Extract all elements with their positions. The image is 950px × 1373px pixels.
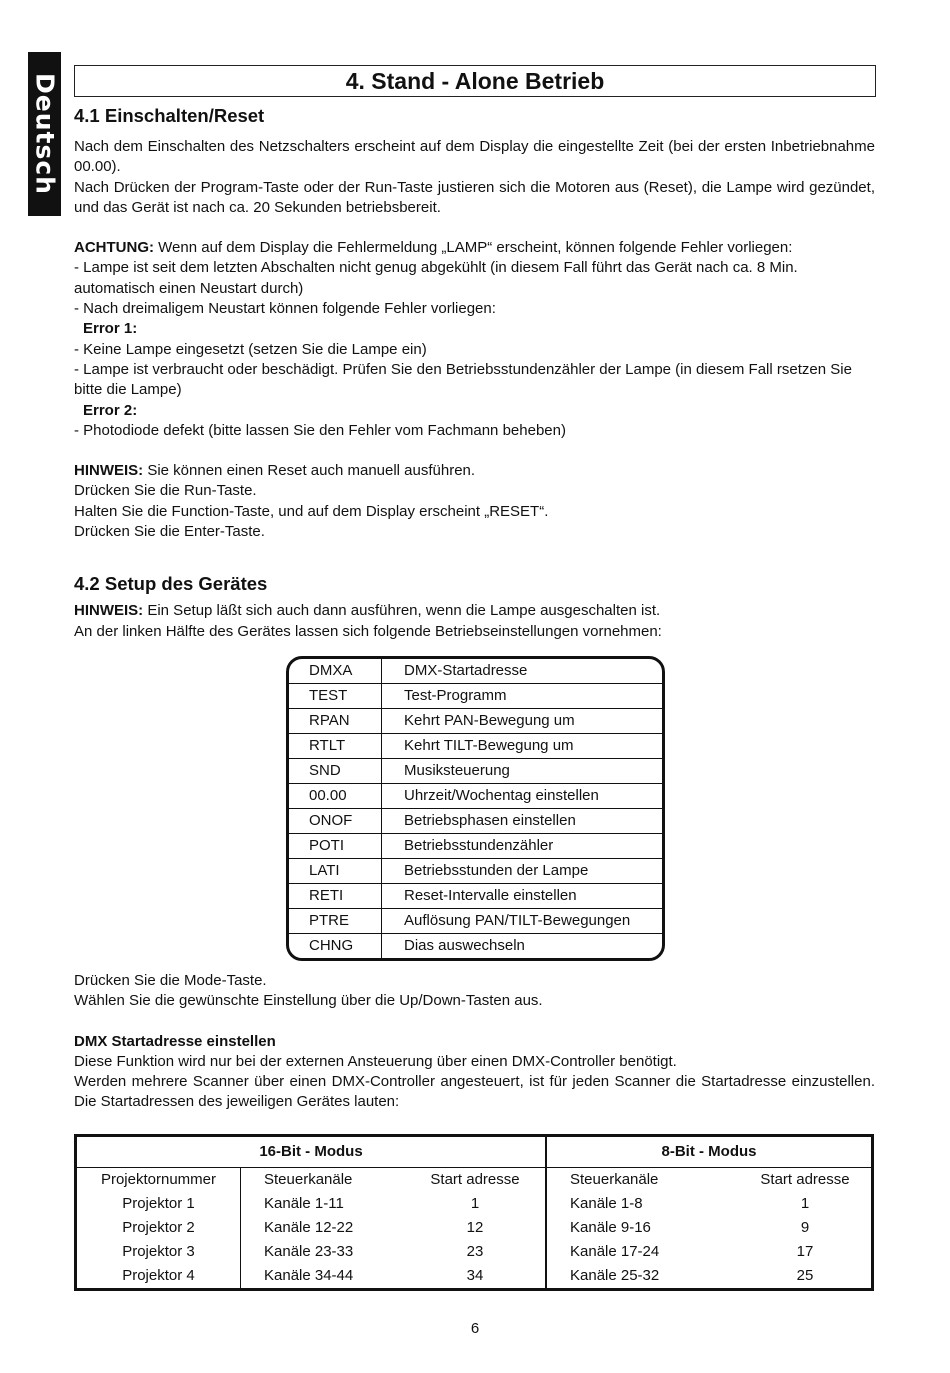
paragraph: Diese Funktion wird nur bei der externen Ansteuerung über einen DMX-Controller benötigt.	[74, 1052, 677, 1070]
page-title: 4. Stand - Alone Betrieb	[74, 65, 876, 97]
setup-code: ONOF	[289, 808, 382, 833]
instruction-line: Drücken Sie die Mode-Taste.	[74, 971, 267, 989]
column-header: Projektornummer	[100, 1170, 217, 1188]
table-cell: 34	[466, 1266, 484, 1284]
note-text: Ein Setup läßt sich auch dann ausführen, wenn die Lampe ausgeschalten ist.	[143, 602, 661, 620]
instruction-line: Halten Sie die Function-Taste, und auf dem Display erscheint „RESET“.	[74, 502, 549, 520]
table-row	[76, 1216, 873, 1240]
language-tab-label: Deutsch	[30, 73, 59, 195]
table-row	[289, 933, 662, 958]
table-row	[289, 659, 662, 683]
setup-menu-table-wrapper	[286, 656, 665, 961]
table-row	[289, 908, 662, 933]
table-cell: Projektor 1	[122, 1194, 195, 1212]
mode-16bit-header: 16-Bit - Modus	[76, 1135, 547, 1167]
list-item: - Nach dreimaligem Neustart können folgende Fehler vorliegen:	[74, 300, 496, 318]
instruction-line: Wählen Sie die gewünschte Einstellung über die Up/Down-Tasten aus.	[74, 992, 543, 1010]
table-cell: Kanäle 17-24	[546, 1240, 739, 1264]
dmx-address-table	[74, 1134, 874, 1291]
setup-code: PTRE	[289, 908, 382, 933]
setup-code: 00.00	[289, 783, 382, 808]
table-cell: 12	[466, 1218, 484, 1236]
setup-description: Kehrt TILT-Bewegung um	[382, 733, 662, 758]
warning-paragraph	[74, 238, 875, 258]
table-row	[76, 1240, 873, 1264]
column-header: Steuerkanäle	[546, 1167, 739, 1192]
setup-description: Test-Programm	[382, 683, 662, 708]
column-header: Steuerkanäle	[241, 1167, 406, 1192]
paragraph: An der linken Hälfte des Gerätes lassen sich folgende Betriebseinstellungen vornehmen:	[74, 622, 662, 640]
table-cell: Projektor 2	[122, 1218, 195, 1236]
setup-description: Betriebsstunden der Lampe	[382, 858, 662, 883]
setup-code: RPAN	[289, 708, 382, 733]
note-paragraph	[74, 461, 875, 481]
table-row	[289, 783, 662, 808]
table-cell: 9	[800, 1218, 810, 1236]
mode-8bit-header: 8-Bit - Modus	[546, 1135, 873, 1167]
main-content	[74, 104, 875, 1291]
setup-description: Musiksteuerung	[382, 758, 662, 783]
setup-code: RTLT	[289, 733, 382, 758]
table-cell: Kanäle 23-33	[241, 1240, 406, 1264]
table-cell: Kanäle 9-16	[546, 1216, 739, 1240]
table-column-header-row	[76, 1167, 873, 1192]
list-item: - Photodiode defekt (bitte lassen Sie den Fehler vom Fachmann beheben)	[74, 421, 566, 439]
setup-code: POTI	[289, 833, 382, 858]
instruction-line: Drücken Sie die Run-Taste.	[74, 482, 257, 500]
setup-code: DMXA	[289, 659, 382, 683]
table-cell: Kanäle 1-8	[546, 1192, 739, 1216]
table-row	[289, 733, 662, 758]
setup-description: Auflösung PAN/TILT-Bewegungen	[382, 908, 662, 933]
table-row	[289, 858, 662, 883]
setup-code: SND	[289, 758, 382, 783]
note-text: Sie können einen Reset auch manuell ausführen.	[143, 462, 476, 480]
section-4-1-heading: 4.1 Einschalten/Reset	[74, 105, 265, 126]
page-number: 6	[470, 1320, 480, 1337]
table-row	[289, 683, 662, 708]
table-cell: 1	[800, 1194, 810, 1212]
table-row	[289, 708, 662, 733]
note-paragraph	[74, 601, 875, 621]
table-row	[76, 1192, 873, 1216]
setup-description: Reset-Intervalle einstellen	[382, 883, 662, 908]
setup-code: LATI	[289, 858, 382, 883]
setup-code: TEST	[289, 683, 382, 708]
setup-description: Dias auswechseln	[382, 933, 662, 958]
table-cell: 1	[470, 1194, 480, 1212]
setup-description: Betriebsstundenzähler	[382, 833, 662, 858]
table-cell: Projektor 4	[122, 1266, 195, 1284]
setup-description: DMX-Startadresse	[404, 661, 528, 679]
table-cell: Kanäle 25-32	[546, 1264, 739, 1290]
table-cell: Projektor 3	[122, 1242, 195, 1260]
table-row	[76, 1264, 873, 1290]
table-header-row	[76, 1135, 873, 1167]
list-item: - Keine Lampe eingesetzt (setzen Sie die Lampe ein)	[74, 340, 427, 358]
error-label: Error 2:	[83, 401, 138, 419]
table-row	[289, 833, 662, 858]
column-header: Start adresse	[430, 1170, 520, 1188]
language-tab	[28, 52, 61, 216]
error-label: Error 1:	[83, 320, 138, 338]
setup-menu-table	[286, 656, 665, 961]
setup-code: RETI	[289, 883, 382, 908]
paragraph: Nach Drücken der Program-Taste oder der Run-Taste justieren sich die Motoren aus (Reset), die Lampe wird gezündet, und das Gerät ist nach ca. 20 Sekunden betriebsbereit.	[74, 178, 875, 216]
table-cell: Kanäle 12-22	[241, 1216, 406, 1240]
setup-description: Betriebsphasen einstellen	[382, 808, 662, 833]
paragraph: Nach dem Einschalten des Netzschalters erscheint auf dem Display die eingestellte Zeit (bei der ersten Inbetriebnahme 00.00).	[74, 138, 875, 176]
setup-code: CHNG	[289, 933, 382, 958]
list-item: - Lampe ist verbraucht oder beschädigt. Prüfen Sie den Betriebsstundenzähler der Lampe (in diesem Fall rsetzen Sie bitte die Lampe)	[74, 360, 852, 399]
note-label: HINWEIS:	[74, 462, 144, 480]
warning-label: ACHTUNG:	[74, 239, 154, 257]
subsection-heading: DMX Startadresse einstellen	[74, 1032, 276, 1050]
table-row	[289, 883, 662, 908]
table-cell: 17	[796, 1242, 814, 1260]
note-label: HINWEIS:	[74, 602, 144, 620]
column-header: Start adresse	[760, 1170, 850, 1188]
table-cell: Kanäle 1-11	[241, 1192, 406, 1216]
warning-text: Wenn auf dem Display die Fehlermeldung „LAMP“ erscheint, können folgende Fehler vorliegen:	[154, 239, 793, 257]
paragraph: Werden mehrere Scanner über einen DMX-Controller angesteuert, ist für jeden Scanner die Startadresse einzustellen. Die Startadressen des jeweiligen Gerätes lauten:	[74, 1073, 875, 1111]
section-4-2-heading: 4.2 Setup des Gerätes	[74, 573, 268, 595]
instruction-line: Drücken Sie die Enter-Taste.	[74, 523, 265, 541]
table-cell: 25	[796, 1266, 814, 1284]
table-row	[289, 758, 662, 783]
setup-description: Uhrzeit/Wochentag einstellen	[382, 783, 662, 808]
table-cell: Kanäle 34-44	[241, 1264, 406, 1290]
list-item: - Lampe ist seit dem letzten Abschalten nicht genug abgekühlt (in diesem Fall führt das Gerät nach ca. 8 Min. automatisch einen Neustart durch)	[74, 259, 798, 297]
table-cell: 23	[466, 1242, 484, 1260]
table-row	[289, 808, 662, 833]
setup-description: Kehrt PAN-Bewegung um	[382, 708, 662, 733]
